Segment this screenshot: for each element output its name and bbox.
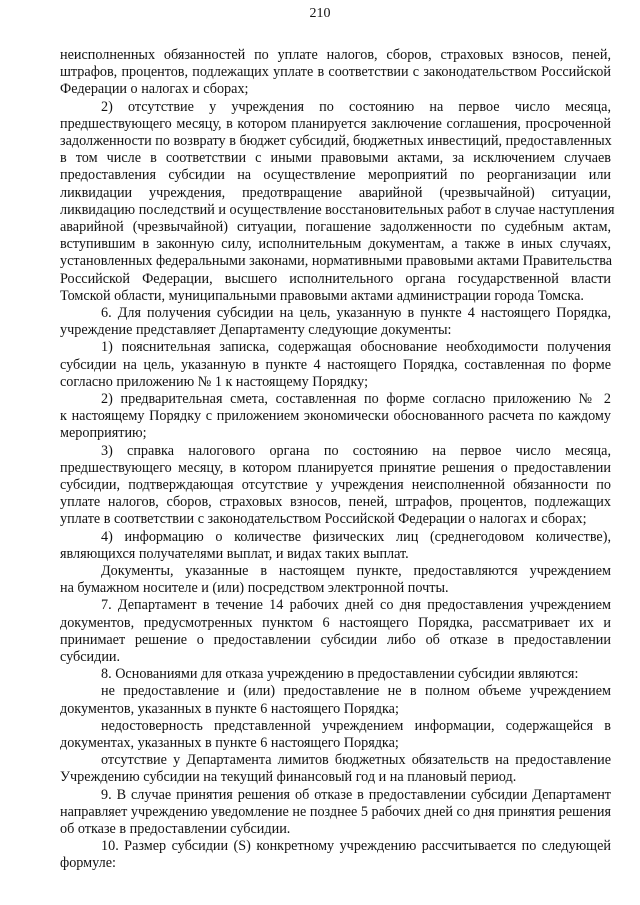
text-line: неисполненных обязанностей по уплате налогов, сборов, страховых взносов, пеней, [60,47,611,63]
text-line: об отказе в предоставлении субсидии. [60,821,291,837]
text-line: 4) информацию о количестве физических лиц (среднегодовом количестве), [101,528,611,545]
text-line: уплате в соответствии с законодательством Российской Федерации о налогах и сборах; [60,511,587,528]
text-line: предшествующего месяцу, в котором планируется принятие решения о предоставлении [60,459,611,476]
text-line: вступившим в законную силу, исполнительным документам, а также в иных случаях, [60,236,611,253]
text-line: ликвидацию последствий и осуществление восстановительных работ в случае наступления [60,201,615,218]
text-line: субсидии на цель, указанную в пункте 4 настоящего Порядка, составленная по форме [60,356,611,373]
text-line: Томской области, муниципальными правовыми актами администрации города Томска. [60,287,584,304]
text-line: 10. Размер субсидии (S) конкретному учреждению рассчитывается по следующей [101,838,611,855]
text-line: Российской Федерации, высшего исполнительного органа государственной власти [60,270,611,287]
text-line: документов, указанных в пункте 6 настоящего Порядка; [60,700,399,717]
text-line: задолженности по возврату в бюджет субсидий, бюджетных инвестиций, предоставленных [60,133,612,149]
text-line: к настоящему Порядку с приложением экономически обоснованного расчета по каждому [60,408,611,425]
text-line: субсидии, подтверждающая отсутствие у учреждения неисполненной обязанности по [60,477,611,493]
text-line: аварийной (чрезвычайной) ситуации, погашение задолженности по судебным актам, [60,219,611,235]
page-number: 210 [309,6,331,21]
text-line: отсутствие у Департамента лимитов бюджетных обязательств на предоставление [101,752,611,769]
text-line: учреждение представляет Департаменту следующие документы: [60,322,452,339]
text-line: 2) предварительная смета, составленная по форме согласно приложению № 2 [101,391,611,407]
text-line: установленных федеральными законами, нормативными правовыми актами Правительства [60,253,613,270]
text-line: 7. Департамент в течение 14 рабочих дней со дня предоставления учреждением [101,597,611,614]
text-line: в том числе в соответствии с иными правовыми актами, за исключением случаев [60,150,611,167]
text-line: мероприятию; [60,425,147,442]
text-line: предшествующего месяцу, в котором планируется заключение соглашения, просроченной [60,115,611,132]
text-line: Учреждению субсидии на текущий финансовый год и на плановый период. [60,769,517,786]
text-line: 6. Для получения субсидии на цель, указанную в пункте 4 настоящего Порядка, [101,305,611,321]
text-line: недостоверность представленной учреждением информации, содержащейся в [101,717,611,734]
text-line: на бумажном носителе и (или) посредством электронной почты. [60,580,449,597]
text-line: 2) отсутствие у учреждения по состоянию на первое число месяца, [101,98,611,115]
text-line: Документы, указанные в настоящем пункте, предоставляются учреждением [101,563,611,579]
text-line: субсидии. [60,649,121,665]
text-line: 9. В случае принятия решения об отказе в предоставлении субсидии Департамент [101,786,611,803]
text-line: Федерации о налогах и сборах; [60,81,249,98]
text-line: штрафов, процентов, подлежащих уплате в соответствии с законодательством Российской [60,64,611,81]
text-line: документов, предусмотренных пунктом 6 настоящего Порядка, рассматривает их и [60,614,611,631]
text-line: документах, указанных в пункте 6 настоящего Порядка; [60,735,399,751]
text-line: уплате налогов, сборов, страховых взносов, пеней, штрафов, процентов, подлежащих [60,494,611,511]
text-line: 3) справка налогового органа по состоянию на первое число месяца, [101,442,611,459]
text-line: формуле: [60,855,116,872]
text-line: являющихся получателями выплат, и видах таких выплат. [60,545,409,562]
text-line: согласно приложению № 1 к настоящему Порядку; [60,373,369,390]
text-line: направляет учреждению уведомление не позднее 5 рабочих дней со дня принятия решения [60,803,611,820]
text-line: не предоставление и (или) предоставление не в полном объеме учреждением [101,683,611,700]
text-line: ликвидации учреждения, предотвращение аварийной (чрезвычайной) ситуации, [60,184,611,201]
text-line: принимает решение о предоставлении субсидии либо об отказе в предоставлении [60,631,611,648]
text-line: 8. Основаниями для отказа учреждению в предоставлении субсидии являются: [101,666,579,683]
text-line: предоставления субсидии на осуществление мероприятий по реорганизации или [60,167,611,184]
text-line: 1) пояснительная записка, содержащая обоснование необходимости получения [101,339,611,356]
